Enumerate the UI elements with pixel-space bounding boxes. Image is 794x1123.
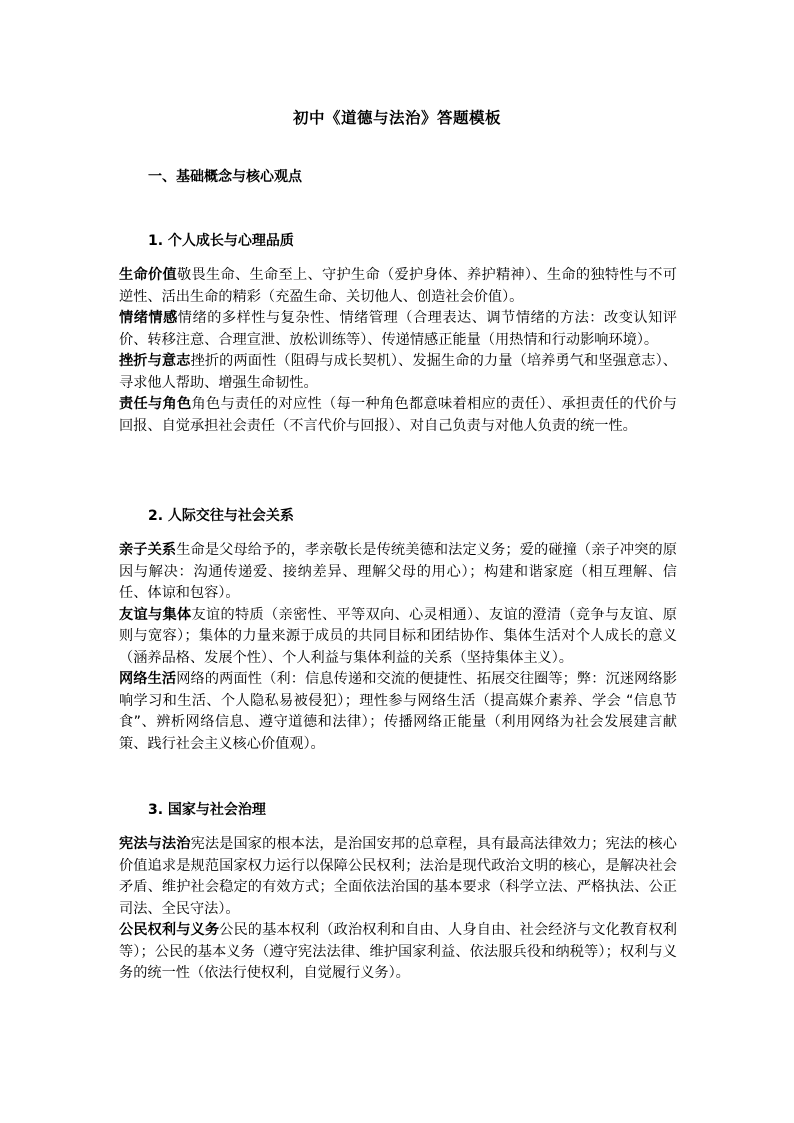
subsection-heading: 2. 人际交往与社会关系 [148,508,294,524]
paragraph [119,351,677,394]
subsection-body [119,834,677,985]
paragraph [119,394,677,437]
paragraph-term: 网络生活 [119,671,177,687]
paragraph-text: 公民的基本权利（政治权利和自由、人身自由、社会经济与文化教育权利等）；公民的基本义务（遵守宪法法律、维护国家利益、依法服兵役和纳税等）；权利与义务的统一性（依法行使权利，自觉履行义务）。 [119,922,677,981]
paragraph-term: 宪法与法治 [119,836,191,852]
paragraph-text: 角色与责任的对应性（每一种角色都意味着相应的责任）、承担责任的代价与回报、自觉承担社会责任（不言代价与回报）、对自己负责与对他人负责的统一性。 [119,396,677,434]
paragraph-term: 责任与角色 [119,396,192,412]
paragraph-term: 情绪情感 [119,310,178,326]
paragraph-term: 公民权利与义务 [119,922,220,938]
paragraph [119,669,677,755]
paragraph-term: 亲子关系 [119,542,177,558]
subsection-body [119,540,677,755]
paragraph [119,308,677,351]
paragraph [119,834,677,920]
document-title: 初中《道德与法治》答题模板 [292,109,501,127]
paragraph-text: 情绪的多样性与复杂性、情绪管理（合理表达、调节情绪的方法：改变认知评价、转移注意、合理宣泄、放松训练等）、传递情感正能量（用热情和行动影响环境）。 [119,310,677,348]
paragraph-term: 挫折与意志 [119,353,191,369]
paragraph-text: 友谊的特质（亲密性、平等双向、心灵相通）、友谊的澄清（竞争与友谊、原则与宽容）；集体的力量来源于成员的共同目标和团结协作、集体生活对个人成长的意义（涵养品格、发展个性）、个人利益与集体利益的关系（坚持集体主义）。 [119,606,677,666]
paragraph-text: 挫折的两面性（阻碍与成长契机）、发掘生命的力量（培养勇气和坚强意志）、寻求他人帮助、增强生命韧性。 [119,353,677,391]
paragraph-text: 生命是父母给予的，孝亲敬长是传统美德和法定义务；爱的碰撞（亲子冲突的原因与解决：沟通传递爱、接纳差异、理解父母的用心）；构建和谐家庭（相互理解、信任、体谅和包容）。 [119,542,677,601]
paragraph-term: 友谊与集体 [119,606,192,623]
subsection-heading: 3. 国家与社会治理 [148,802,266,818]
subsection-heading: 1. 个人成长与心理品质 [148,233,294,249]
paragraph [119,920,677,985]
paragraph-text: 敬畏生命、生命至上、守护生命（爱护身体、养护精神）、生命的独特性与不可逆性、活出生命的精彩（充盈生命、关切他人、创造社会价值）。 [119,267,677,305]
paragraph-text: 网络的两面性（利：信息传递和交流的便捷性、拓展交往圈等；弊：沉迷网络影响学习和生活、个人隐私易被侵犯）；理性参与网络生活（提高媒介素养、学会 “信息节食”、辨析网络信息、遵守道德和法律）；传播网络正能量（利用网络为社会发展建言献策、践行社会主义核心价值观）。 [119,671,677,752]
paragraph [119,265,677,308]
paragraph [119,540,677,605]
paragraph-text: 宪法是国家的根本法，是治国安邦的总章程，具有最高法律效力；宪法的核心价值追求是规范国家权力运行以保障公民权利；法治是现代政治文明的核心，是解决社会矛盾、维护社会稳定的有效方式；全面依法治国的基本要求（科学立法、严格执法、公正司法、全民守法）。 [119,836,677,917]
paragraph-term: 生命价值 [119,267,177,283]
paragraph [119,605,677,670]
subsection-body [119,265,677,437]
section-heading: 一、基础概念与核心观点 [148,169,302,185]
